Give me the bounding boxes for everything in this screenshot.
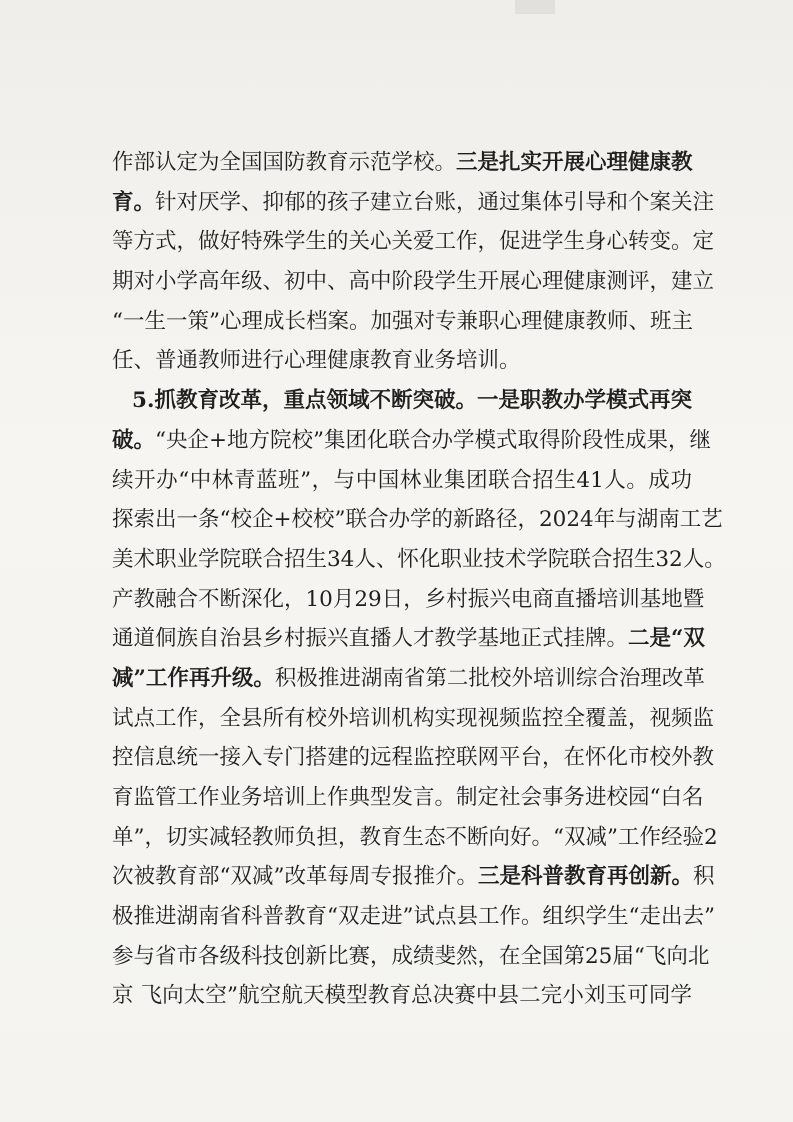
text-run: 任、普通教师进行心理健康教育业务培训。 (112, 348, 521, 374)
text-run: 等方式，做好特殊学生的关心关爱工作，促进学生身心转变。定 (112, 229, 715, 255)
text-run: “央企+地方院校”集团化联合办学模式取得阶段性成果，继 (155, 427, 712, 453)
text-run: 育监管工作业务培训上作典型发言。制定社会事务进校园“白名 (112, 785, 704, 810)
bold-text-run: 减”工作再升级。 (112, 665, 275, 691)
text-run: 试点工作，全县所有校外培训机构实现视频监控全覆盖，视频监 (112, 705, 715, 731)
text-line (112, 580, 705, 620)
bold-text-run: 破。 (112, 427, 156, 453)
text-run: 积极推进湖南省第二批校外培训综合治理改革 (274, 665, 705, 691)
text-line (112, 421, 712, 461)
text-run: 京 飞向太空”航空航天模型教育总决赛中县二完小刘玉可同学 (112, 983, 692, 1009)
text-line (112, 937, 710, 977)
text-line (112, 143, 692, 183)
text-line (112, 897, 715, 937)
text-run: 积 (693, 864, 715, 890)
text-run: 期对小学高年级、初中、高中阶段学生开展心理健康测评，建立 (112, 269, 715, 295)
text-line (112, 540, 726, 580)
text-line (112, 341, 692, 381)
text-line (112, 222, 715, 262)
text-run: 探索出一条“校企+校校”联合办学的新路径，2024年与湖南工艺 (112, 507, 723, 533)
text-run: 美术职业学院联合招生34人、怀化职业技术学院联合招生32人。 (112, 546, 726, 572)
document-body (112, 143, 726, 1016)
bold-text-run: 三是扎实开展心理健康教 (456, 150, 693, 175)
text-line (112, 381, 692, 421)
text-run: “一生一策”心理成长档案。加强对专兼职心理健康教师、班主 (112, 308, 693, 334)
text-run: 作部认定为全国国防教育示范学校。 (112, 150, 457, 175)
text-run: 产教融合不断深化，10月29日，乡村振兴电商直播培训基地暨 (112, 586, 705, 612)
text-line (112, 818, 718, 858)
text-run: 参与省市各级科技创新比赛，成绩斐然，在全国第25届“飞向北 (112, 943, 710, 969)
bold-text-run: 育。 (112, 189, 156, 215)
bold-text-run: 二是“双 (628, 626, 705, 652)
text-run: 次被教育部“双减”改革每周专报推介。 (112, 864, 478, 890)
text-line (112, 857, 715, 897)
text-run: 控信息统一接入专门搭建的远程监控联网平台，在怀化市校外教 (112, 745, 715, 771)
scan-artifact (515, 0, 555, 14)
text-run: 通道侗族自治县乡村振兴直播人才教学基地正式挂牌。 (112, 626, 629, 652)
bold-text-run: 三是科普教育再创新。 (478, 864, 694, 890)
text-line (112, 659, 705, 699)
bold-text-run: 5.抓教育改革，重点领域不断突破。一是职教办学模式再突 (132, 388, 692, 414)
text-run: 续开办“中林青蓝班”，与中国林业集团联合招生41人。成功 (112, 467, 692, 493)
text-run: 极推进湖南省科普教育“双走进”试点县工作。组织学生“走出去” (112, 904, 715, 930)
text-run: 针对厌学、抑郁的孩子建立台账，通过集体引导和个案关注 (155, 189, 715, 215)
text-line (112, 976, 692, 1016)
text-line (112, 461, 692, 501)
text-line (112, 619, 705, 659)
text-run: 单”，切实减轻教师负担，教育生态不断向好。“双减”工作经验2 (112, 824, 718, 850)
text-line (112, 699, 715, 739)
text-line (112, 738, 715, 778)
text-line (112, 302, 692, 342)
text-line (112, 183, 715, 223)
text-line (112, 262, 715, 302)
text-line (112, 778, 704, 818)
text-line (112, 500, 723, 540)
